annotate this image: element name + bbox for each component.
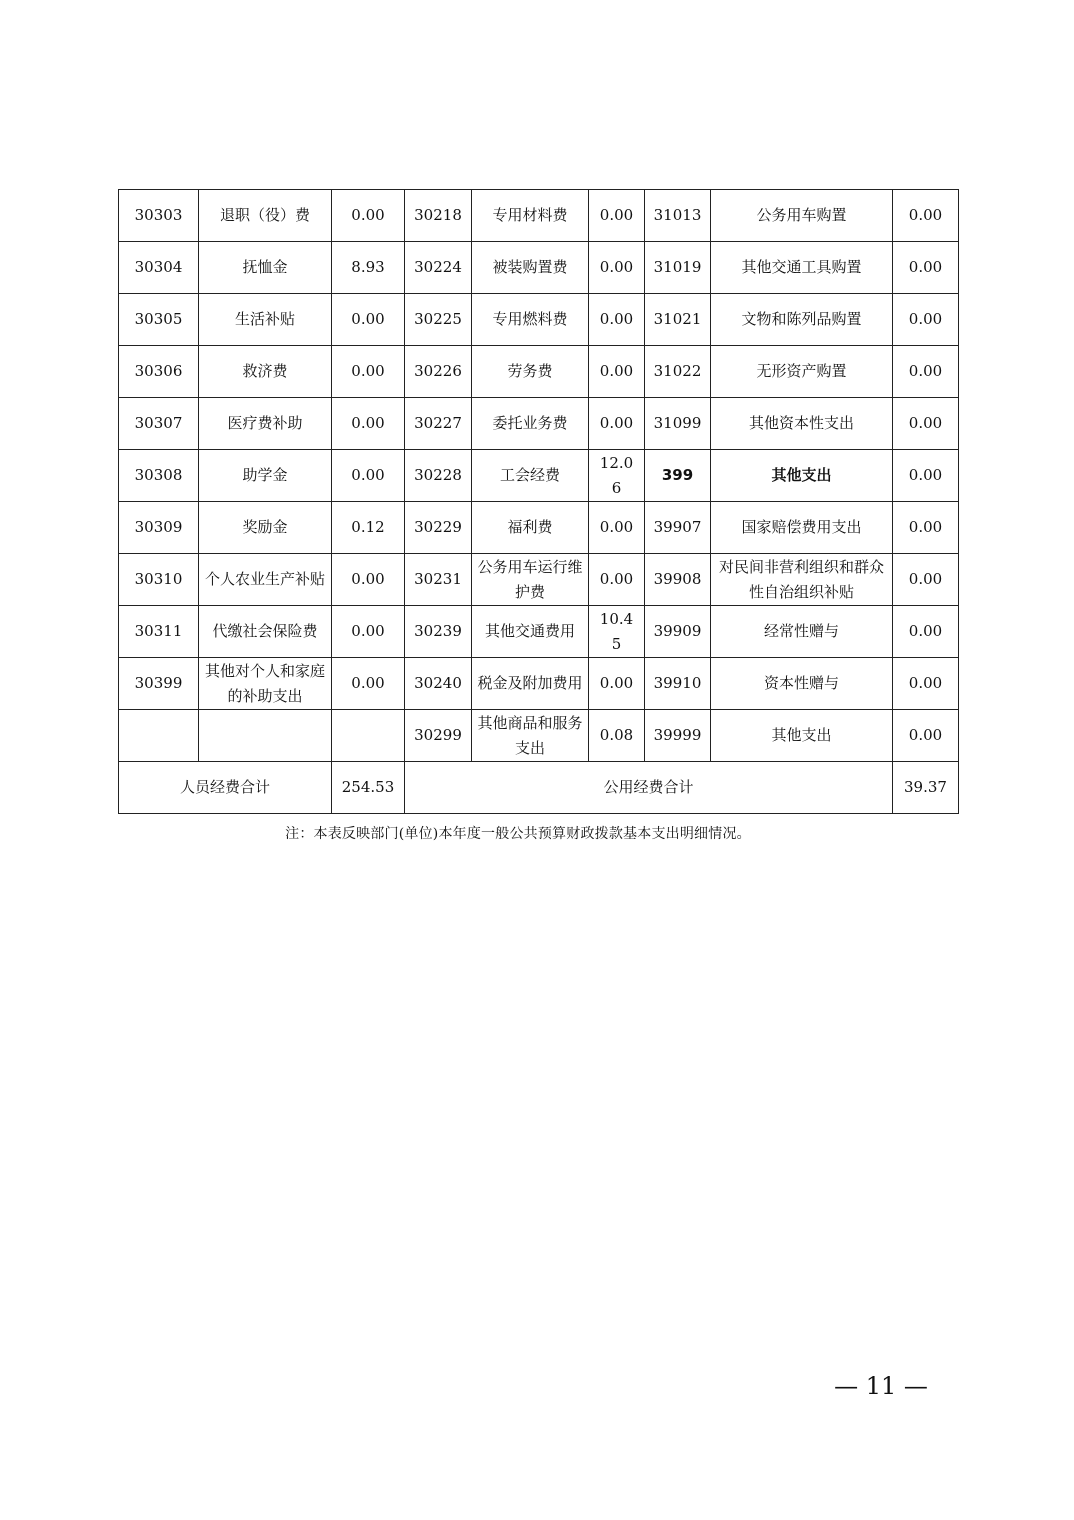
- table-row: [119, 242, 959, 294]
- personnel-item: 生活补贴: [199, 294, 332, 346]
- other-code: 31013: [645, 190, 711, 242]
- public-amount: 0.00: [589, 294, 645, 346]
- table-row: [119, 658, 959, 710]
- public-code: 30231: [405, 554, 472, 606]
- personnel-code: 30304: [119, 242, 199, 294]
- public-item: 劳务费: [472, 346, 589, 398]
- table-note: 注：本表反映部门(单位)本年度一般公共预算财政拨款基本支出明细情况。: [285, 826, 751, 842]
- personnel-item: 代缴社会保险费: [199, 606, 332, 658]
- other-code: 31021: [645, 294, 711, 346]
- other-amount: 0.00: [893, 294, 959, 346]
- other-amount: 0.00: [893, 710, 959, 762]
- public-amount: 0.00: [589, 502, 645, 554]
- other-amount: 0.00: [893, 554, 959, 606]
- public-total-value: 39.37: [893, 762, 959, 814]
- personnel-code: 30308: [119, 450, 199, 502]
- personnel-code: [119, 710, 199, 762]
- other-item: 其他资本性支出: [711, 398, 893, 450]
- personnel-amount: 0.00: [332, 606, 405, 658]
- public-item: 专用材料费: [472, 190, 589, 242]
- personnel-code: 30303: [119, 190, 199, 242]
- personnel-amount: 8.93: [332, 242, 405, 294]
- table-row: [119, 190, 959, 242]
- other-item: 其他支出: [711, 450, 893, 502]
- public-amount: 0.00: [589, 554, 645, 606]
- personnel-amount: 0.00: [332, 450, 405, 502]
- other-amount: 0.00: [893, 398, 959, 450]
- other-amount: 0.00: [893, 450, 959, 502]
- other-code: 399: [645, 450, 711, 502]
- public-item: 其他商品和服务支出: [472, 710, 589, 762]
- public-amount: 0.00: [589, 658, 645, 710]
- public-code: 30227: [405, 398, 472, 450]
- public-code: 30225: [405, 294, 472, 346]
- other-code: 39999: [645, 710, 711, 762]
- other-code: 39907: [645, 502, 711, 554]
- other-item: 经常性赠与: [711, 606, 893, 658]
- public-code: 30224: [405, 242, 472, 294]
- personnel-item: 救济费: [199, 346, 332, 398]
- other-item: 资本性赠与: [711, 658, 893, 710]
- public-code: 30218: [405, 190, 472, 242]
- public-amount: 0.00: [589, 190, 645, 242]
- public-item: 委托业务费: [472, 398, 589, 450]
- other-code: 39909: [645, 606, 711, 658]
- public-amount: 0.00: [589, 398, 645, 450]
- public-code: 30229: [405, 502, 472, 554]
- personnel-total-label: 人员经费合计: [119, 762, 332, 814]
- public-amount: 0.08: [589, 710, 645, 762]
- other-code: 31099: [645, 398, 711, 450]
- public-item: 被装购置费: [472, 242, 589, 294]
- table-row: [119, 398, 959, 450]
- public-item: 税金及附加费用: [472, 658, 589, 710]
- public-code: 30240: [405, 658, 472, 710]
- public-item: 福利费: [472, 502, 589, 554]
- other-item: 公务用车购置: [711, 190, 893, 242]
- personnel-code: 30309: [119, 502, 199, 554]
- table-row: [119, 450, 959, 502]
- public-code: 30226: [405, 346, 472, 398]
- other-amount: 0.00: [893, 606, 959, 658]
- personnel-item: 其他对个人和家庭的补助支出: [199, 658, 332, 710]
- table-row: [119, 606, 959, 658]
- personnel-item: 医疗费补助: [199, 398, 332, 450]
- other-item: 其他支出: [711, 710, 893, 762]
- table-row: [119, 710, 959, 762]
- public-item: 专用燃料费: [472, 294, 589, 346]
- table-body: [119, 190, 959, 762]
- personnel-code: 30399: [119, 658, 199, 710]
- personnel-amount: 0.12: [332, 502, 405, 554]
- personnel-amount: 0.00: [332, 294, 405, 346]
- other-amount: 0.00: [893, 502, 959, 554]
- other-code: 39910: [645, 658, 711, 710]
- public-code: 30299: [405, 710, 472, 762]
- personnel-total-value: 254.53: [332, 762, 405, 814]
- public-item: 工会经费: [472, 450, 589, 502]
- expenditure-detail-table: [118, 189, 959, 814]
- other-item: 文物和陈列品购置: [711, 294, 893, 346]
- public-item: 公务用车运行维护费: [472, 554, 589, 606]
- personnel-code: 30307: [119, 398, 199, 450]
- other-item: 国家赔偿费用支出: [711, 502, 893, 554]
- public-item: 其他交通费用: [472, 606, 589, 658]
- personnel-item: 抚恤金: [199, 242, 332, 294]
- other-amount: 0.00: [893, 190, 959, 242]
- table-row: [119, 554, 959, 606]
- personnel-amount: 0.00: [332, 346, 405, 398]
- personnel-code: 30305: [119, 294, 199, 346]
- other-code: 39908: [645, 554, 711, 606]
- other-code: 31019: [645, 242, 711, 294]
- other-code: 31022: [645, 346, 711, 398]
- personnel-item: 退职（役）费: [199, 190, 332, 242]
- other-item: 其他交通工具购置: [711, 242, 893, 294]
- public-amount: 10.45: [589, 606, 645, 658]
- other-item: 无形资产购置: [711, 346, 893, 398]
- personnel-code: 30306: [119, 346, 199, 398]
- personnel-amount: 0.00: [332, 554, 405, 606]
- personnel-amount: 0.00: [332, 190, 405, 242]
- public-amount: 0.00: [589, 242, 645, 294]
- personnel-amount: [332, 710, 405, 762]
- public-amount: 0.00: [589, 346, 645, 398]
- personnel-item: 助学金: [199, 450, 332, 502]
- table-row: [119, 294, 959, 346]
- personnel-item: 个人农业生产补贴: [199, 554, 332, 606]
- table-row: [119, 502, 959, 554]
- other-item: 对民间非营利组织和群众性自治组织补贴: [711, 554, 893, 606]
- personnel-item: [199, 710, 332, 762]
- personnel-amount: 0.00: [332, 658, 405, 710]
- public-total-label: 公用经费合计: [405, 762, 893, 814]
- public-code: 30228: [405, 450, 472, 502]
- other-amount: 0.00: [893, 242, 959, 294]
- public-code: 30239: [405, 606, 472, 658]
- personnel-code: 30310: [119, 554, 199, 606]
- public-amount: 12.06: [589, 450, 645, 502]
- table-row: [119, 346, 959, 398]
- other-amount: 0.00: [893, 346, 959, 398]
- personnel-item: 奖励金: [199, 502, 332, 554]
- personnel-code: 30311: [119, 606, 199, 658]
- personnel-amount: 0.00: [332, 398, 405, 450]
- totals-row: [119, 762, 959, 814]
- page-number: — 11 —: [834, 1372, 928, 1400]
- other-amount: 0.00: [893, 658, 959, 710]
